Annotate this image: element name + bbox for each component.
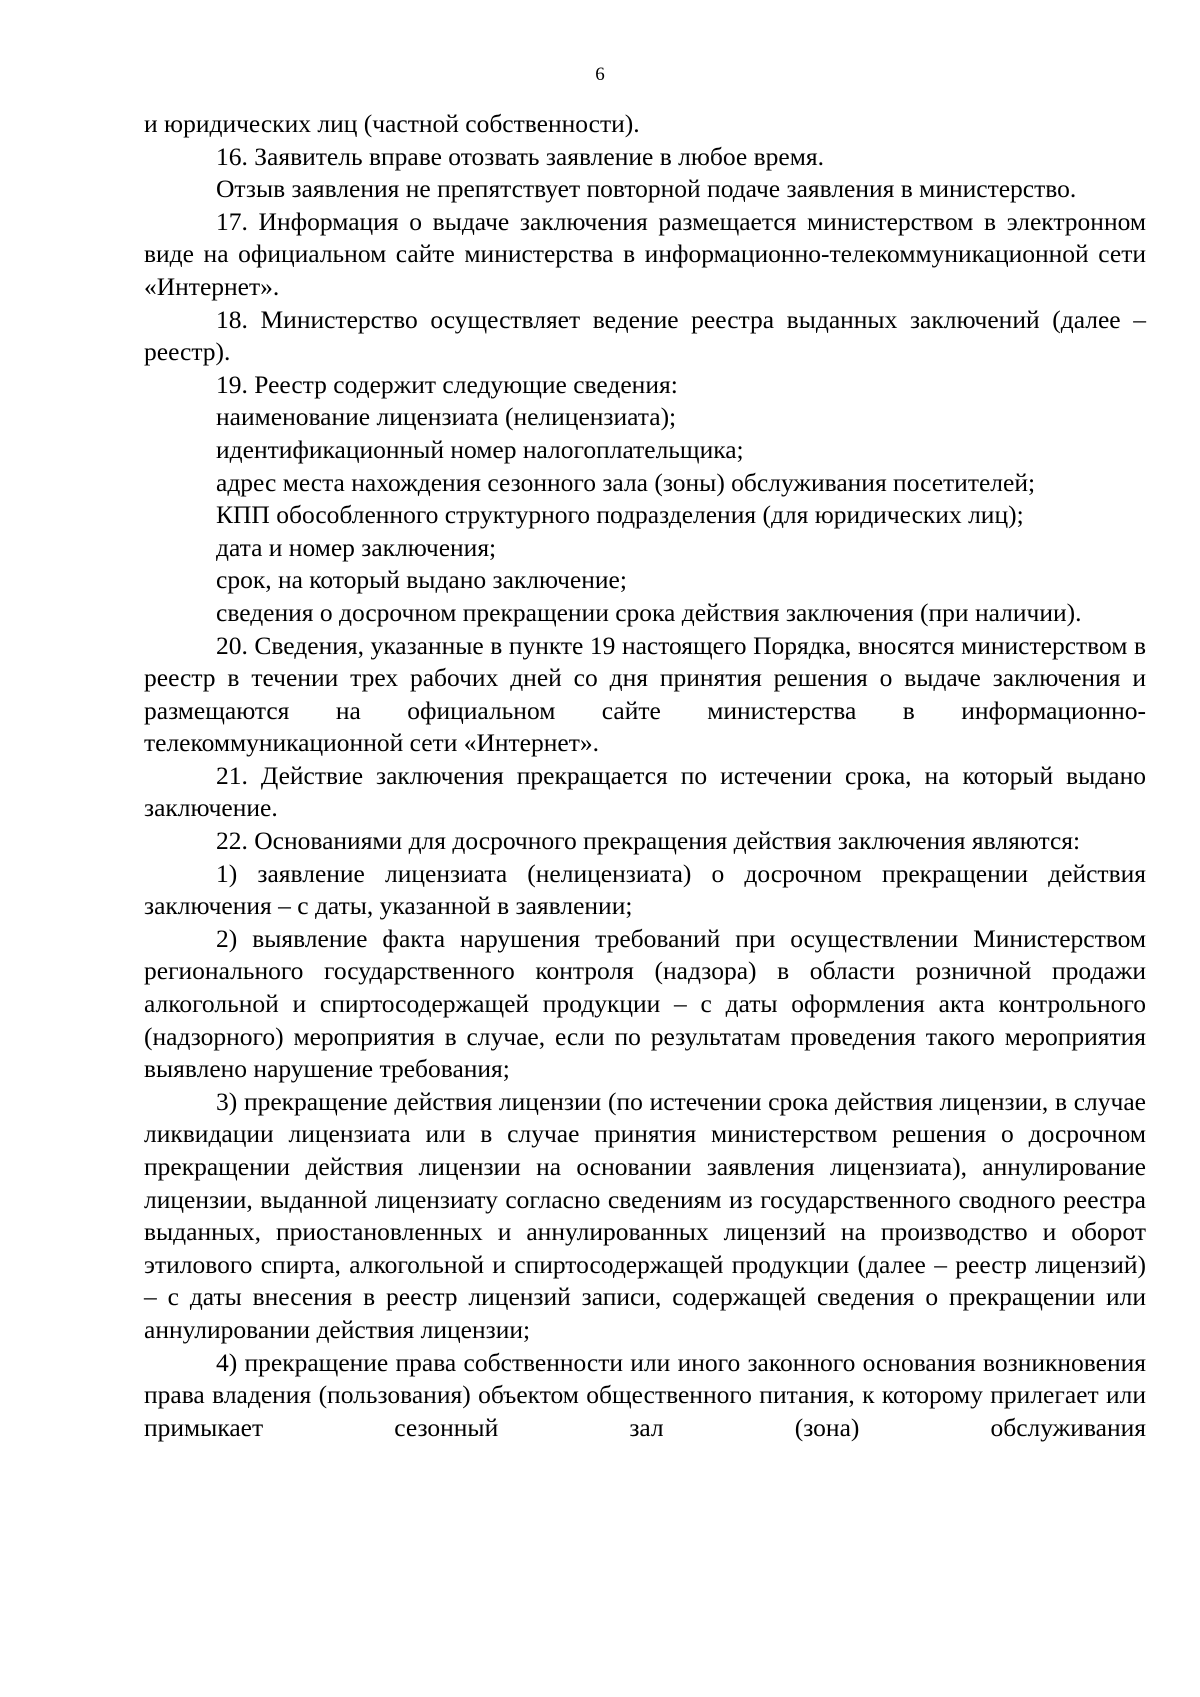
- paragraph: 21. Действие заключения прекращается по истечении срока, на который выдано заключение.: [144, 760, 1146, 823]
- paragraph: 17. Информация о выдаче заключения размещается министерством в электронном виде на официальном сайте министерства в информационно-телекоммуникационной сети «Интернет».: [144, 206, 1146, 301]
- paragraph: дата и номер заключения;: [216, 532, 497, 562]
- paragraph: 16. Заявитель вправе отозвать заявление в любое время.: [216, 141, 824, 171]
- paragraph: наименование лицензиата (нелицензиата);: [216, 402, 677, 432]
- paragraph: 3) прекращение действия лицензии (по истечении срока действия лицензии, в случае ликвидации лицензиата или в случае принятия министерством решения о досрочном прекращении действия лицензии на основании заявления лицензиата), аннулирование лицензии, выданной лицензиату согласно сведениям из государственного сводного реестра выданных, приостановленных и аннулированных лицензий на производство и оборот этилового спирта, алкогольной и спиртосодержащей продукции (далее – реестр лицензий) – с даты внесения в реестр лицензий записи, содержащей сведения о прекращении или аннулировании действия лицензии;: [144, 1086, 1146, 1344]
- paragraph: 20. Сведения, указанные в пункте 19 настоящего Порядка, вносятся министерством в реестр в течении трех рабочих дней со дня принятия решения о выдаче заключения и размещаются на официальном сайте министерства в информационно-телекоммуникационной сети «Интернет».: [144, 630, 1146, 758]
- paragraph: адрес места нахождения сезонного зала (зоны) обслуживания посетителей;: [216, 467, 1036, 497]
- paragraph: и юридических лиц (частной собственности).: [144, 109, 640, 138]
- document-body: [144, 108, 1146, 1444]
- paragraph: 2) выявление факта нарушения требований при осуществлении Министерством регионального государственного контроля (надзора) в области розничной продажи алкогольной и спиртосодержащей продукции – с даты оформления акта контрольного (надзорного) мероприятия в случае, если по результатам проведения такого мероприятия выявлено нарушение требования;: [144, 923, 1146, 1084]
- paragraph: идентификационный номер налогоплательщика;: [216, 434, 744, 464]
- paragraph: 18. Министерство осуществляет ведение реестра выданных заключений (далее – реестр).: [144, 304, 1146, 367]
- page-number: 6: [595, 64, 605, 85]
- paragraph: 19. Реестр содержит следующие сведения:: [216, 369, 678, 399]
- paragraph: 1) заявление лицензиата (нелицензиата) о досрочном прекращении действия заключения – с даты, указанной в заявлении;: [144, 858, 1146, 921]
- paragraph: 22. Основаниями для досрочного прекращения действия заключения являются:: [216, 826, 1081, 856]
- paragraph: КПП обособленного структурного подразделения (для юридических лиц);: [216, 500, 1024, 530]
- paragraph: Отзыв заявления не препятствует повторной подаче заявления в министерство.: [216, 174, 1077, 204]
- paragraph: срок, на который выдано заключение;: [216, 565, 627, 595]
- paragraph: сведения о досрочном прекращении срока действия заключения (при наличии).: [216, 597, 1082, 627]
- paragraph: 4) прекращение права собственности или иного законного основания возникновения права владения (пользования) объектом общественного питания, к которому прилегает или примыкает сезонный зал (зона) обслуживания: [144, 1347, 1146, 1442]
